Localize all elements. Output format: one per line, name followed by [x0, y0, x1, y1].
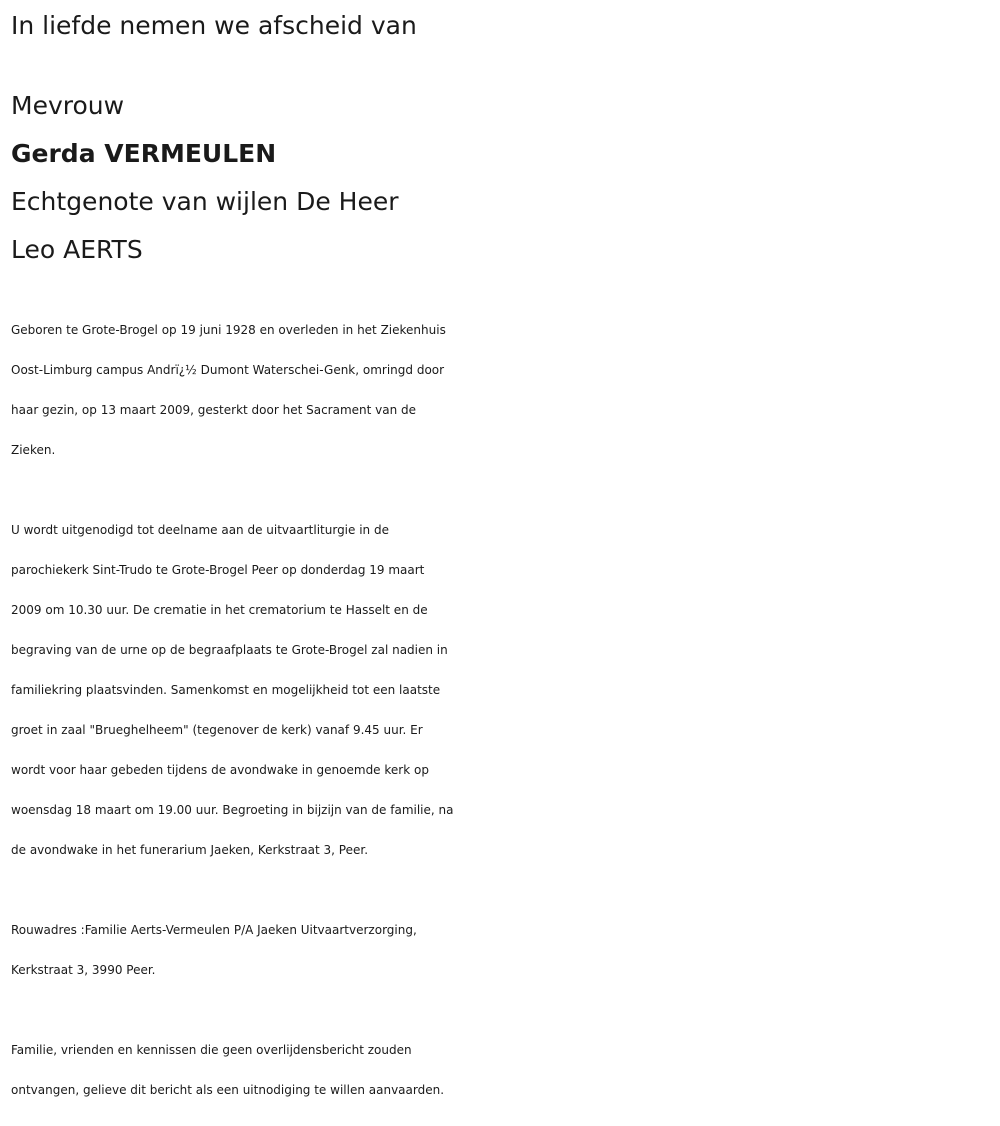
deceased-name: Gerda VERMEULEN	[11, 139, 277, 168]
paragraph-line: Geboren te Grote-Brogel op 19 juni 1928 en overleden in het Ziekenhuis	[11, 323, 446, 337]
paragraph-line: 2009 om 10.30 uur. De crematie in het crematorium te Hasselt en de	[11, 603, 428, 617]
paragraph-line: familiekring plaatsvinden. Samenkomst en mogelijkheid tot een laatste	[11, 683, 441, 697]
paragraph-line: ontvangen, gelieve dit bericht als een uitnodiging te willen aanvaarden.	[11, 1083, 445, 1097]
paragraph-line: Rouwadres :Familie Aerts-Vermeulen P/A Jaeken Uitvaartverzorging,	[11, 923, 417, 937]
paragraph-line: woensdag 18 maart om 19.00 uur. Begroeting in bijzijn van de familie, na	[11, 803, 454, 817]
ceremony-paragraph	[11, 510, 991, 870]
spouse-relation: Echtgenote van wijlen De Heer	[11, 187, 399, 216]
closing-paragraph	[11, 1030, 991, 1110]
paragraph-line: Oost-Limburg campus Andrï¿½ Dumont Waterschei-Genk, omringd door	[11, 363, 445, 377]
paragraph-line: Familie, vrienden en kennissen die geen overlijdensbericht zouden	[11, 1043, 412, 1057]
paragraph-line: haar gezin, op 13 maart 2009, gesterkt door het Sacrament van de	[11, 403, 417, 417]
paragraph-line: begraving van de urne op de begraafplaats te Grote-Brogel zal nadien in	[11, 643, 448, 657]
paragraph-line: wordt voor haar gebeden tijdens de avondwake in genoemde kerk op	[11, 763, 429, 777]
birth-death-paragraph	[11, 310, 991, 470]
spouse-name: Leo AERTS	[11, 235, 143, 264]
paragraph-line: parochiekerk Sint-Trudo te Grote-Brogel Peer op donderdag 19 maart	[11, 563, 425, 577]
intro-line: In liefde nemen we afscheid van	[11, 11, 417, 40]
salutation: Mevrouw	[11, 91, 125, 120]
paragraph-line: U wordt uitgenodigd tot deelname aan de uitvaartliturgie in de	[11, 523, 389, 537]
paragraph-line: groet in zaal "Brueghelheem" (tegenover de kerk) vanaf 9.45 uur. Er	[11, 723, 423, 737]
paragraph-line: Zieken.	[11, 443, 56, 457]
paragraph-line: Kerkstraat 3, 3990 Peer.	[11, 963, 156, 977]
paragraph-line: de avondwake in het funerarium Jaeken, Kerkstraat 3, Peer.	[11, 843, 369, 857]
address-paragraph	[11, 910, 991, 990]
